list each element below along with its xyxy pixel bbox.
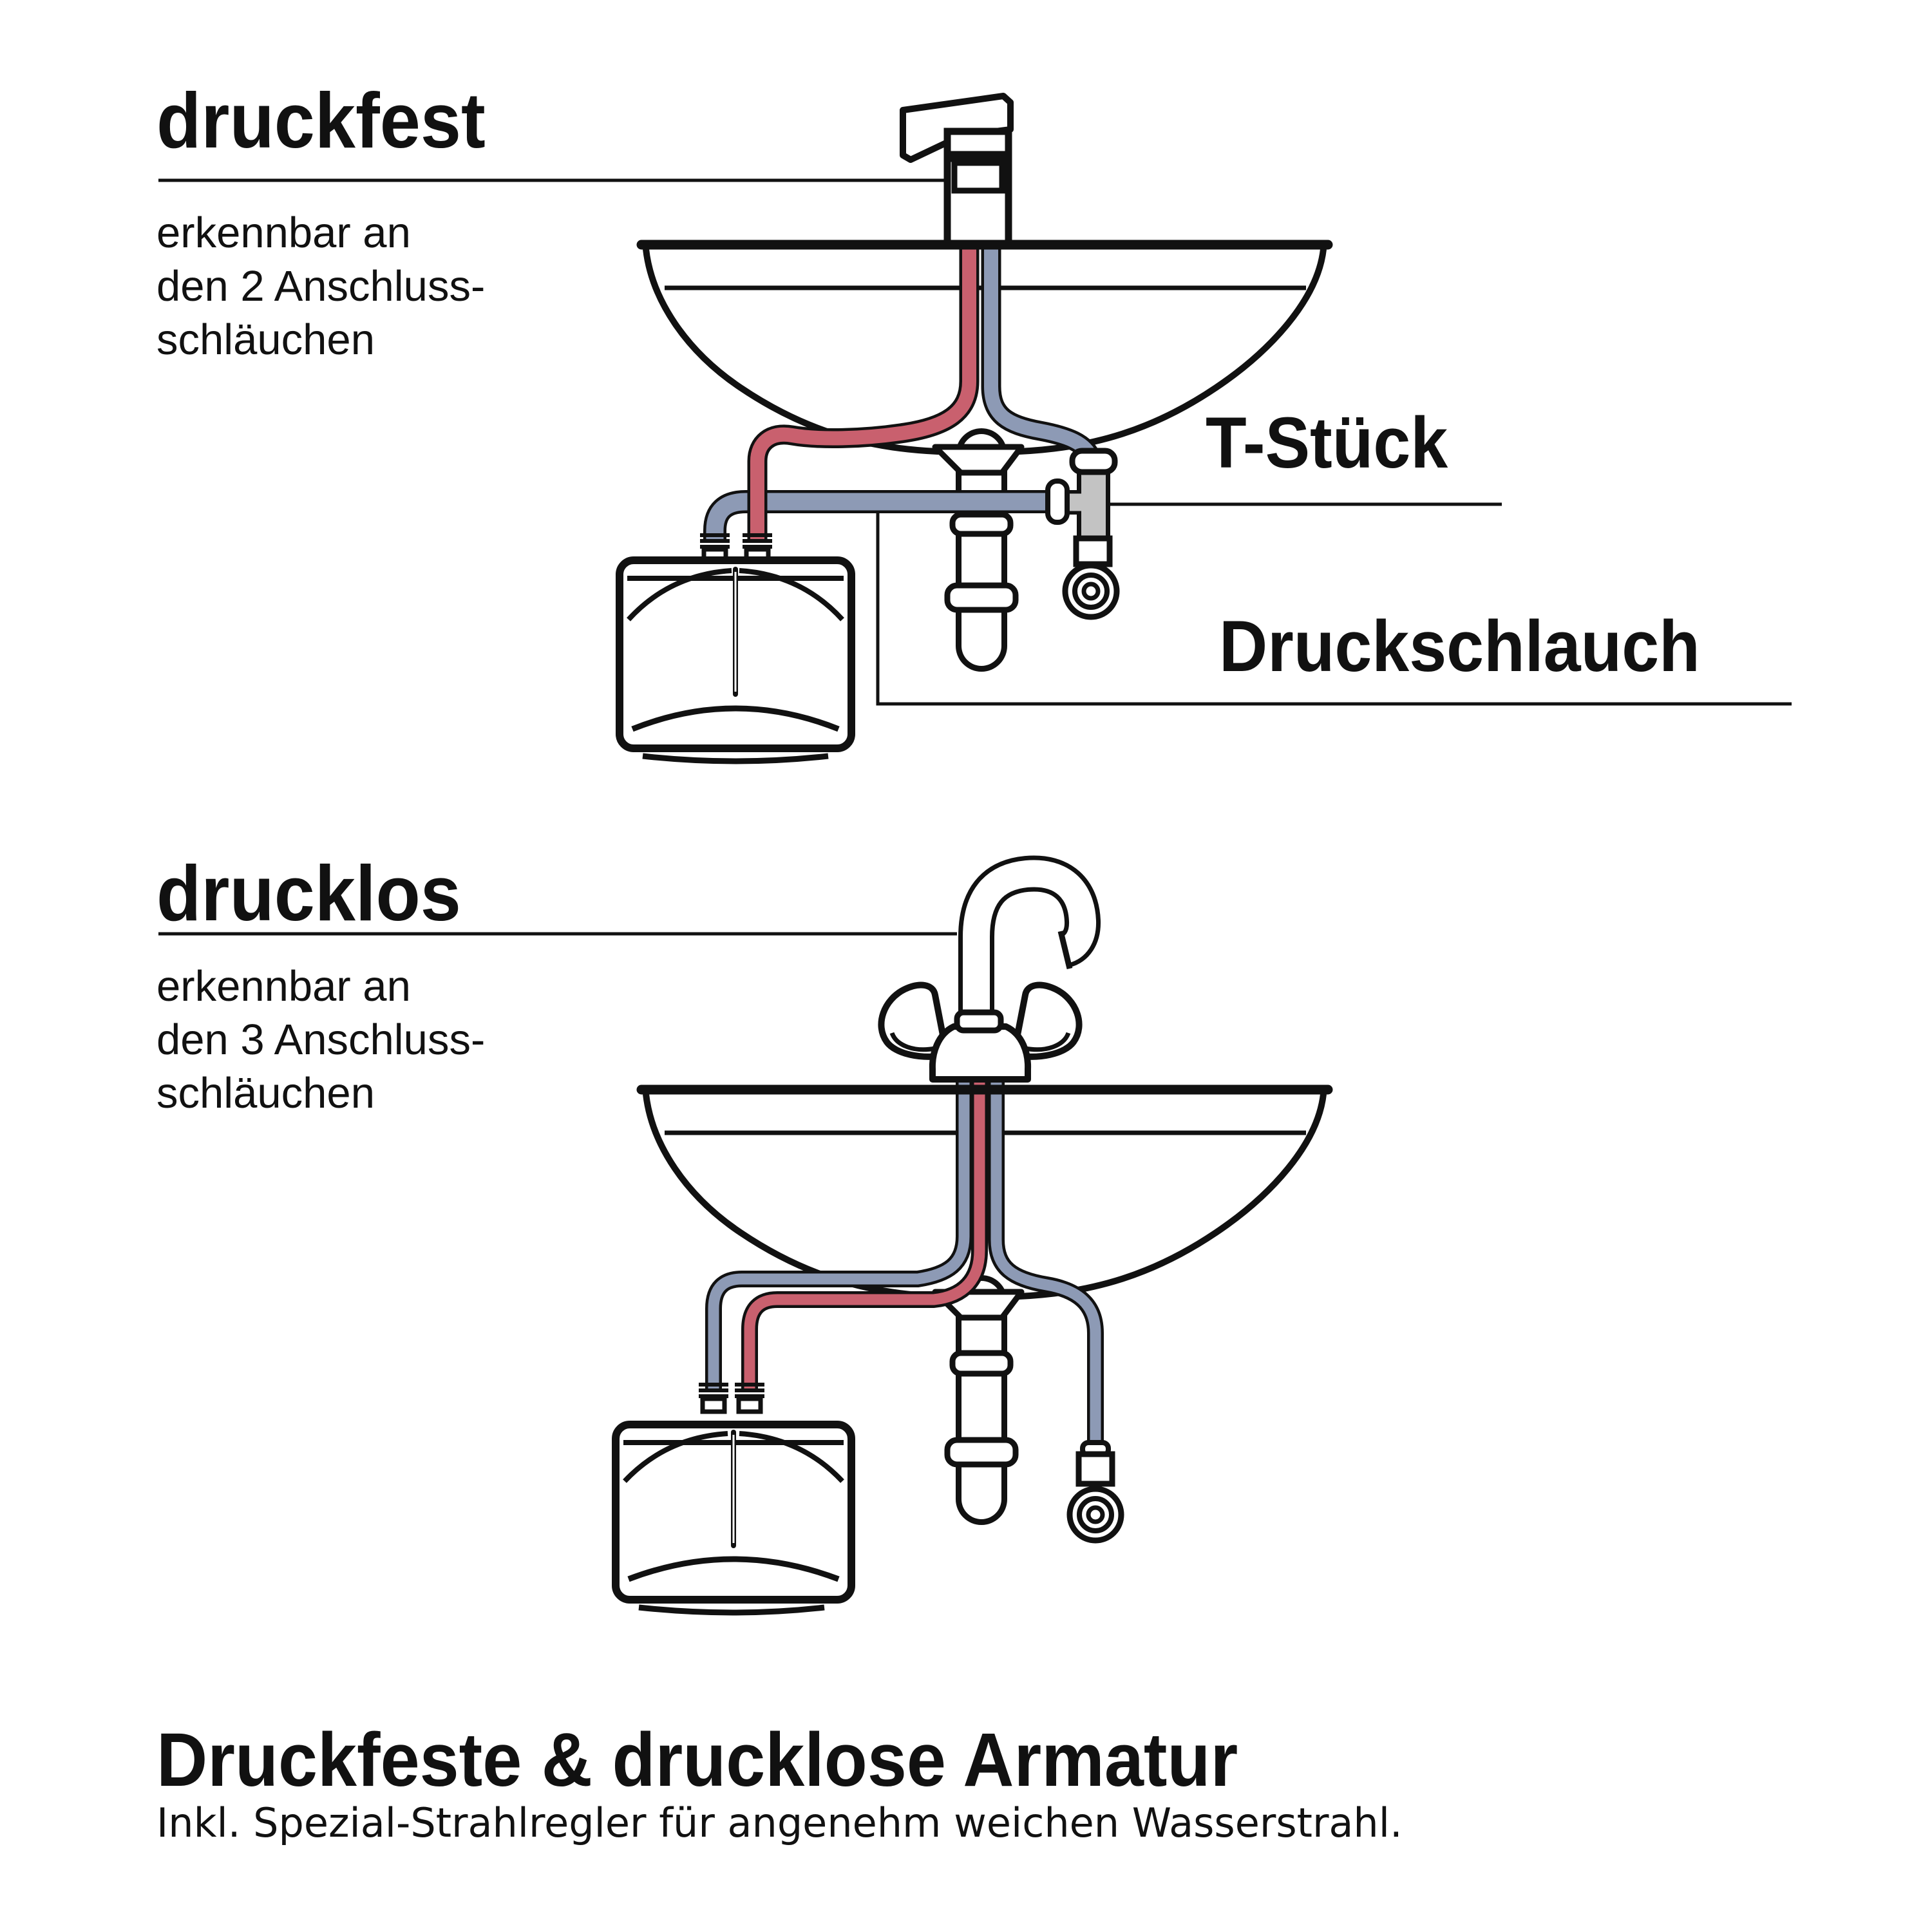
- drain-coupling: [947, 585, 1016, 610]
- t-piece-fitting: [1048, 481, 1067, 522]
- drucklos-description: [156, 960, 485, 1120]
- diagram-drucklos: [616, 873, 1328, 1613]
- description-line: den 2 Anschluss-: [156, 262, 486, 310]
- heater-shadow: [643, 756, 828, 761]
- footer-title: Druckfeste & drucklose Armatur: [156, 1718, 1238, 1803]
- description-line: erkennbar an: [156, 962, 411, 1010]
- drucklos-heading: drucklos: [156, 849, 461, 937]
- warm-hose-2: [750, 1082, 980, 1392]
- hose-fittings-2: [699, 1385, 764, 1412]
- description-line: schläuchen: [156, 316, 375, 364]
- druckschlauch-label: Druckschlauch: [1219, 606, 1700, 687]
- footer-subtitle: Inkl. Spezial-Strahlregler für angenehm weichen Wasserstrahl.: [156, 1799, 1403, 1846]
- connection-fitting: [1079, 1454, 1112, 1484]
- druckfest-heading: druckfest: [156, 77, 486, 164]
- faucet-single-lever: [903, 96, 1010, 246]
- faucet-bell: [933, 1012, 1028, 1079]
- description-line: erkennbar an: [156, 209, 411, 257]
- cold-hose-to-valve: [996, 1082, 1095, 1450]
- water-heater-1: [620, 560, 851, 761]
- faucet-mount-nut: [954, 163, 1002, 191]
- description-line: den 3 Anschluss-: [156, 1016, 486, 1064]
- drain-siphon-2: [935, 1292, 1021, 1499]
- druckfest-description: [156, 206, 485, 366]
- water-heater-2: [616, 1425, 851, 1613]
- valve-top-collar: [1072, 451, 1115, 472]
- t-stueck-label: T-Stück: [1206, 402, 1448, 483]
- heater-shadow: [639, 1607, 824, 1613]
- spout-base-ring: [957, 1012, 1001, 1030]
- description-line: schläuchen: [156, 1069, 375, 1117]
- drain-siphon-1: [935, 447, 1021, 646]
- drain-funnel-1: [935, 447, 1021, 473]
- faucet-body: [947, 131, 1009, 155]
- hoses-drucklos: [714, 1082, 1095, 1450]
- corner-valve-t-piece: [1048, 451, 1117, 617]
- drain-collar: [952, 515, 1010, 534]
- wall-connection: [1070, 1443, 1121, 1540]
- valve-bottom-fitting: [1076, 538, 1110, 564]
